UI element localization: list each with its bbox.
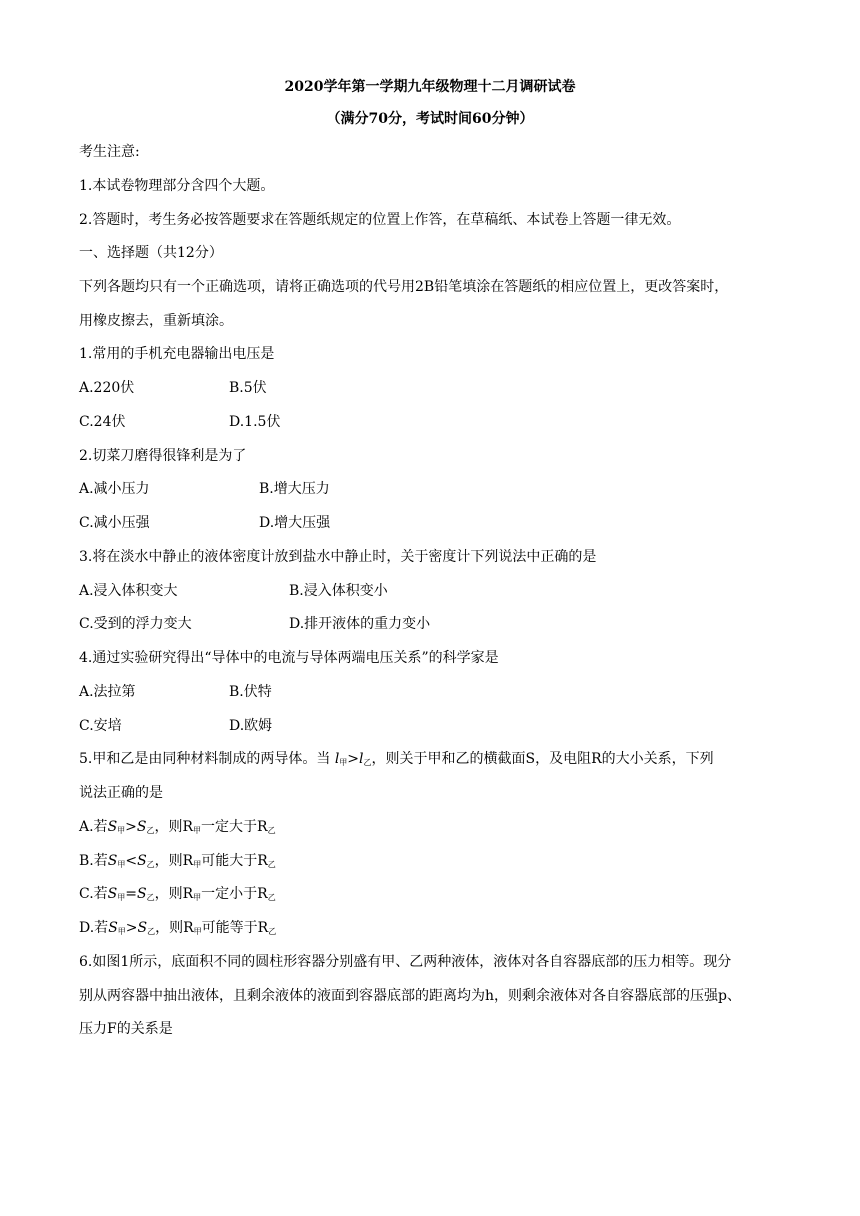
question-3-option-c: C.受到的浮力变大 — [79, 616, 192, 632]
question-1-option-b: B.5伏 — [229, 380, 267, 396]
question-2-option-a: A.减小压力 — [79, 481, 150, 497]
question-5-option-b: B.若$S_甲<S_乙$，则$R_甲$可能大于$R_乙$ — [79, 853, 276, 869]
question-1-option-d: D.1.5伏 — [229, 414, 281, 430]
exam-subtitle: （满分70分，考试时间60分钟） — [326, 111, 534, 127]
question-3-option-d: D.排开液体的重力变小 — [289, 616, 431, 632]
question-4-option-c: C.安培 — [79, 718, 122, 734]
notice-item-1: 1.本试卷物理部分含四个大题。 — [79, 178, 275, 194]
question-3-option-a: A.浸入体积变大 — [79, 583, 178, 599]
notice-item-2: 2.答题时，考生务必按答题要求在答题纸规定的位置上作答，在草稿纸、本试卷上答题一律无效。 — [79, 212, 681, 228]
question-5-stem-line2: 说法正确的是 — [79, 785, 163, 801]
section-instructions-line1: 下列各题均只有一个正确选项，请将正确选项的代号用2B铅笔填涂在答题纸的相应位置上，更改答案时， — [79, 279, 729, 295]
question-2-stem: 2.切菜刀磨得很锋利是为了 — [79, 448, 247, 464]
question-5-stem: 5.甲和乙是由同种材料制成的两导体。当 $l_甲>l_乙$，则关于甲和乙的横截面S，及电阻R的大小关系，下列 — [79, 751, 714, 767]
question-5-option-c: C.若$S_甲=S_乙$，则$R_甲$一定小于$R_乙$ — [79, 886, 276, 902]
question-4-option-d: D.欧姆 — [229, 718, 273, 734]
question-1-option-a: A.220伏 — [79, 380, 135, 396]
question-4-option-a: A.法拉第 — [79, 684, 136, 700]
question-1-stem: 1.常用的手机充电器输出电压是 — [79, 346, 275, 362]
question-1-option-c: C.24伏 — [79, 414, 126, 430]
question-5-option-a: A.若$S_甲>S_乙$，则$R_甲$一定大于$R_乙$ — [79, 819, 276, 835]
question-4-stem: 4.通过实验研究得出“导体中的电流与导体两端电压关系”的科学家是 — [79, 650, 499, 666]
section-instructions-line2: 用橡皮擦去，重新填涂。 — [79, 313, 233, 329]
question-6-stem-line1: 6.如图1所示，底面积不同的圆柱形容器分别盛有甲、乙两种液体，液体对各自容器底部的压力相等。现分 — [79, 954, 732, 970]
question-2-option-c: C.减小压强 — [79, 515, 150, 531]
question-3-stem: 3.将在淡水中静止的液体密度计放到盐水中静止时，关于密度计下列说法中正确的是 — [79, 549, 597, 565]
question-6-stem-line3: 压力F的关系是 — [79, 1021, 173, 1037]
question-5-option-d: D.若$S_甲>S_乙$，则$R_甲$可能等于$R_乙$ — [79, 920, 277, 936]
notice-heading: 考生注意: — [79, 144, 140, 160]
exam-title: 2020学年第一学期九年级物理十二月调研试卷 — [284, 79, 576, 95]
question-2-option-d: D.增大压强 — [259, 515, 331, 531]
question-4-option-b: B.伏特 — [229, 684, 272, 700]
question-3-option-b: B.浸入体积变小 — [289, 583, 388, 599]
question-2-option-b: B.增大压力 — [259, 481, 330, 497]
question-6-stem-line2: 别从两容器中抽出液体，且剩余液体的液面到容器底部的距离均为h，则剩余液体对各自容器底部的压强p、 — [79, 988, 741, 1004]
section-heading: 一、选择题（共12分） — [79, 245, 223, 261]
